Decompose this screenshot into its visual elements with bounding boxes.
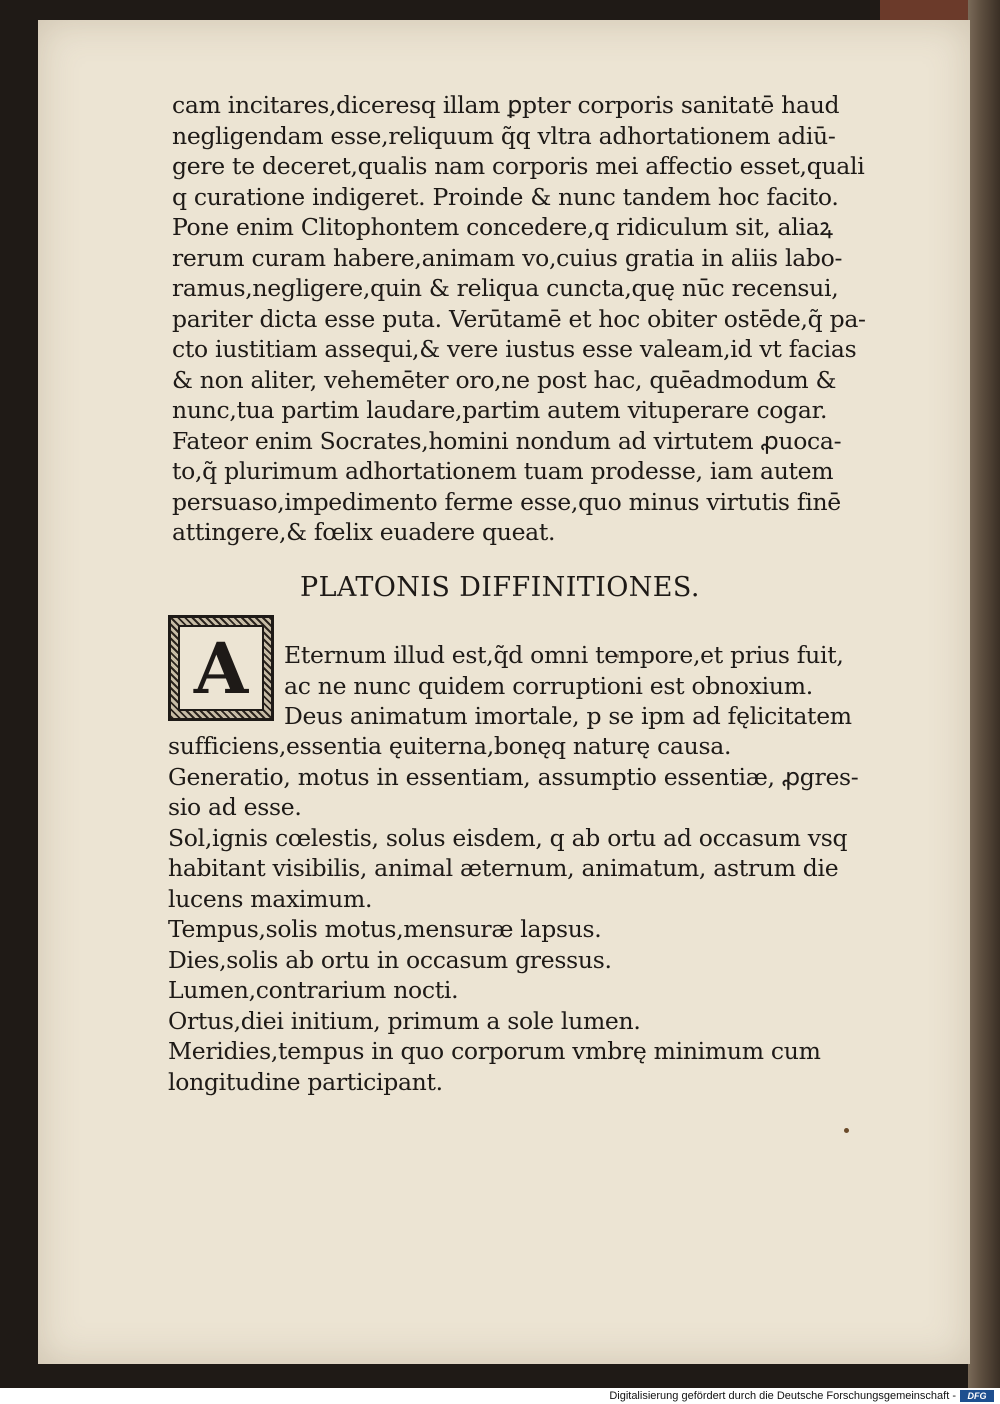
paper-speck — [844, 1128, 849, 1133]
definition-line: lucens maximum. — [168, 884, 373, 913]
definition-line: ac ne nunc quidem corruptioni est obnoxium. — [284, 671, 813, 700]
text-line: gere te deceret,qualis nam corporis mei affectio esset,quali — [172, 152, 865, 180]
text-line: cam incitares,diceresq illam ꝑpter corporis sanitatē haud — [172, 91, 840, 119]
definition-line: Lumen,contrarium nocti. — [168, 976, 459, 1004]
text-line: ramus,negligere,quin & reliqua cuncta,quę nūc recensui, — [172, 274, 839, 302]
text-line: attingere,& fœlix euadere queat. — [172, 518, 556, 546]
definition-line: Dies,solis ab ortu in occasum gressus. — [168, 945, 612, 974]
definitions-list — [168, 731, 858, 1097]
definition-line: Meridies,tempus in quo corporum vmbrę minimum cum — [168, 1037, 821, 1065]
definition-line: Ortus,diei initium, primum a sole lumen. — [168, 1006, 641, 1035]
initial-letter: A — [178, 625, 264, 711]
text-line: cto iustitiam assequi,& vere iustus esse valeam,id vt facias — [172, 335, 857, 363]
definition-line: sufficiens,essentia ęuiterna,bonęq naturę causa. — [168, 732, 732, 760]
funding-note: Digitalisierung gefördert durch die Deutsche Forschungsgemeinschaft - — [609, 1390, 956, 1402]
text-line: nunc,tua partim laudare,partim autem vituperare cogar. — [172, 396, 828, 424]
text-line: Pone enim Clitophontem concedere,q ridiculum sit, aliaꝝ — [172, 213, 833, 241]
text-line: persuaso,impedimento ferme esse,quo minus virtutis finē — [172, 487, 841, 516]
definition-line: sio ad esse. — [168, 793, 302, 821]
definitions-beside-initial — [284, 640, 852, 732]
dfg-logo: DFG — [960, 1390, 994, 1402]
definition-line: longitudine participant. — [168, 1067, 443, 1096]
page-edge-top — [880, 0, 970, 22]
definition-line: Eternum illud est,q̃d omni tempore,et prius fuit, — [284, 641, 844, 669]
footer-bar — [0, 1388, 1000, 1404]
text-line: pariter dicta esse puta. Verūtamē et hoc obiter ostēde,q̃ pa- — [172, 304, 866, 333]
text-line: q curatione indigeret. Proinde & nunc tandem hoc facito. — [172, 182, 839, 211]
definition-line: Tempus,solis motus,mensuræ lapsus. — [168, 915, 602, 943]
decorated-initial — [168, 615, 274, 721]
definition-line: Generatio, motus in essentiam, assumptio essentiæ, ꝓgres- — [168, 762, 859, 791]
body-text — [172, 90, 872, 548]
definition-line: habitant visibilis, animal æternum, animatum, astrum die — [168, 854, 839, 882]
definition-line: Sol,ignis cœlestis, solus eisdem, q ab ortu ad occasum vsq — [168, 823, 848, 852]
definition-line: Deus animatum imortale, p se ipm ad fęlicitatem — [284, 702, 852, 730]
section-heading: PLATONIS DIFFINITIONES. — [300, 572, 700, 603]
text-line: Fateor enim Socrates,homini nondum ad virtutem ꝓuoca- — [172, 426, 842, 455]
text-line: to,q̃ plurimum adhortationem tuam prodesse, iam autem — [172, 457, 834, 485]
text-line: rerum curam habere,animam vo,cuius gratia in aliis labo- — [172, 243, 843, 272]
page-edge-right — [968, 0, 1000, 1388]
text-line: negligendam esse,reliquum q̃q vltra adhortationem adiū- — [172, 121, 836, 150]
text-line: & non aliter, vehemēter oro,ne post hac, quēadmodum & — [172, 365, 837, 394]
